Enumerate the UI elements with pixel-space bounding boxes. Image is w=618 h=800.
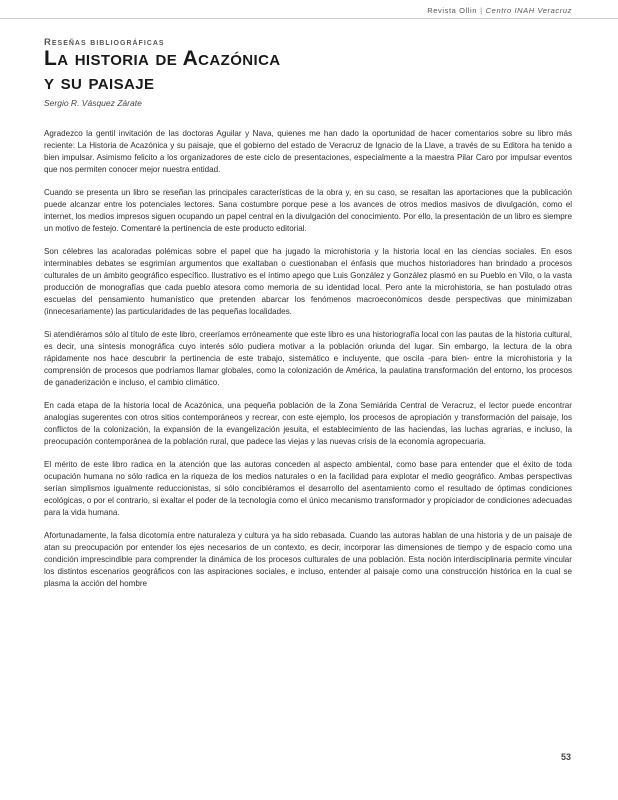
header-rule — [0, 18, 618, 19]
section-label: Reseñas bibliográficas — [44, 37, 165, 48]
paragraph: Si atendiéramos sólo al título de este libro, creeríamos erróneamente que este libro es una historiografía local con las pautas de la historia cultural, es decir, una síntesis monográfica cuyo interés sólo pudiera motivar a la población oriunda del lugar. Sin embargo, la lectura de la obra rápidamente nos hace descubrir la pertinencia de este trabajo, sistemático e incluyente, que oscila -para bien- entre la microhistoria y la comprensión de procesos que podríamos llamar globales, como la colonización de América, la paulatina transformación del entorno, los procesos de ganaderización e incluso, el cambio climático. — [44, 329, 572, 388]
paragraph: Cuando se presenta un libro se reseñan las principales características de la obra y, en su caso, se resaltan las aportaciones que la publicación puede alcanzar entre los potenciales lectores. Sana costumbre porque pese a los avances de otros medios masivos de divulgación, como el internet, los medios impresos siguen ocupando un papel central en la divulgación del conocimiento. Por ello, la presentación de un libro es siempre un motivo de festejo. Comentaré la pertinencia de este producto editorial. — [44, 187, 572, 234]
centre-name: Centro INAH Veracruz — [485, 6, 572, 15]
article-title — [44, 47, 564, 95]
paragraph: El mérito de este libro radica en la atención que las autoras conceden al aspecto ambiental, como base para entender que el éxito de toda ocupación humana no sólo radica en la riqueza de los medios naturales o en la facilidad para explotar el medio geográfico. Ambas perspectivas serían simplismos igualmente reduccionistas, si sólo concibiéramos el desarrollo del asentamiento como el resultado de óptimas condiciones ecológicas, o por el contrario, si exaltar el poder de la tecnología como el único mecanismo transformador y propiciador de condiciones adecuadas para la vida humana. — [44, 459, 572, 518]
running-header — [427, 6, 572, 15]
author-name: Sergio R. Vásquez Zárate — [44, 98, 142, 108]
article-body — [44, 128, 572, 601]
paragraph: En cada etapa de la historia local de Acazónica, una pequeña población de la Zona Semiárida Central de Veracruz, el lector puede encontrar analogías sugerentes con otros sitios contemporáneos y recrear, con este ejemplo, los procesos de apropiación y transformación del paisaje, los conflictos de la colonización, la expansión de la evangelización jesuita, el establecimiento de las haciendas, las luchas agrarias, e incluso, la preocupación contemporánea de la población rural, que padece las viejas y las nuevas crisis de la economía agropecuaria. — [44, 400, 572, 447]
title-line-1: La historia de Acazónica — [44, 47, 281, 70]
page-number: 53 — [560, 752, 571, 762]
header-separator: | — [480, 6, 483, 15]
title-line-2: y su paisaje — [44, 71, 155, 94]
paragraph: Son célebres las acaloradas polémicas sobre el papel que ha jugado la microhistoria y la historia local en las ciencias sociales. En esos interminables debates se esgrimían argumentos que exaltaban o cuestionaban el énfasis que muchos historiadores han brindado a procesos culturales de un ámbito geográfico específico. Ilustrativo es el íntimo apego que Luis González y González plasmó en su Pueblo en Vilo, o la vasta producción de monografías que cada pueblo atesora como memoria de su identidad local. Pero ante la microhistoria, se han postulado otras escuelas del pensamiento humanístico que pretenden abarcar los fenómenos macroeconómicos desde perspectivas que minimizaban (innecesariamente) las particularidades de las pequeñas localidades. — [44, 246, 572, 317]
paragraph: Afortunadamente, la falsa dicotomía entre naturaleza y cultura ya ha sido rebasada. Cuando las autoras hablan de una historia y de un paisaje de atan su preocupación por entender los ejes necesarios de un contexto, es decir, incorporar las dimensiones de tiempo y de espacio como una condición imprescindible para comprender la dinámica de los procesos culturales de una población. Esta noción interdisciplinaria permite vincular los distintos escenarios geográficos con las aspiraciones sociales, e incluso, entender al paisaje como una construcción histórica en la cual se plasma la acción del hombre — [44, 530, 572, 588]
journal-name: Revista Ollin — [427, 6, 478, 15]
paragraph: Agradezco la gentil invitación de las doctoras Aguilar y Nava, quienes me han dado la oportunidad de hacer comentarios sobre su libro más reciente: La Historia de Acazónica y su paisaje, que el gobierno del estado de Veracruz de Ignacio de la Llave, a través de su Editora ha tenido a bien impulsar. Asimismo felicito a los organizadores de este ciclo de presentaciones, especialmente a la maestra Pilar Caro por impulsar eventos que nos permiten conocer mejor nuestra entidad. — [44, 129, 572, 175]
